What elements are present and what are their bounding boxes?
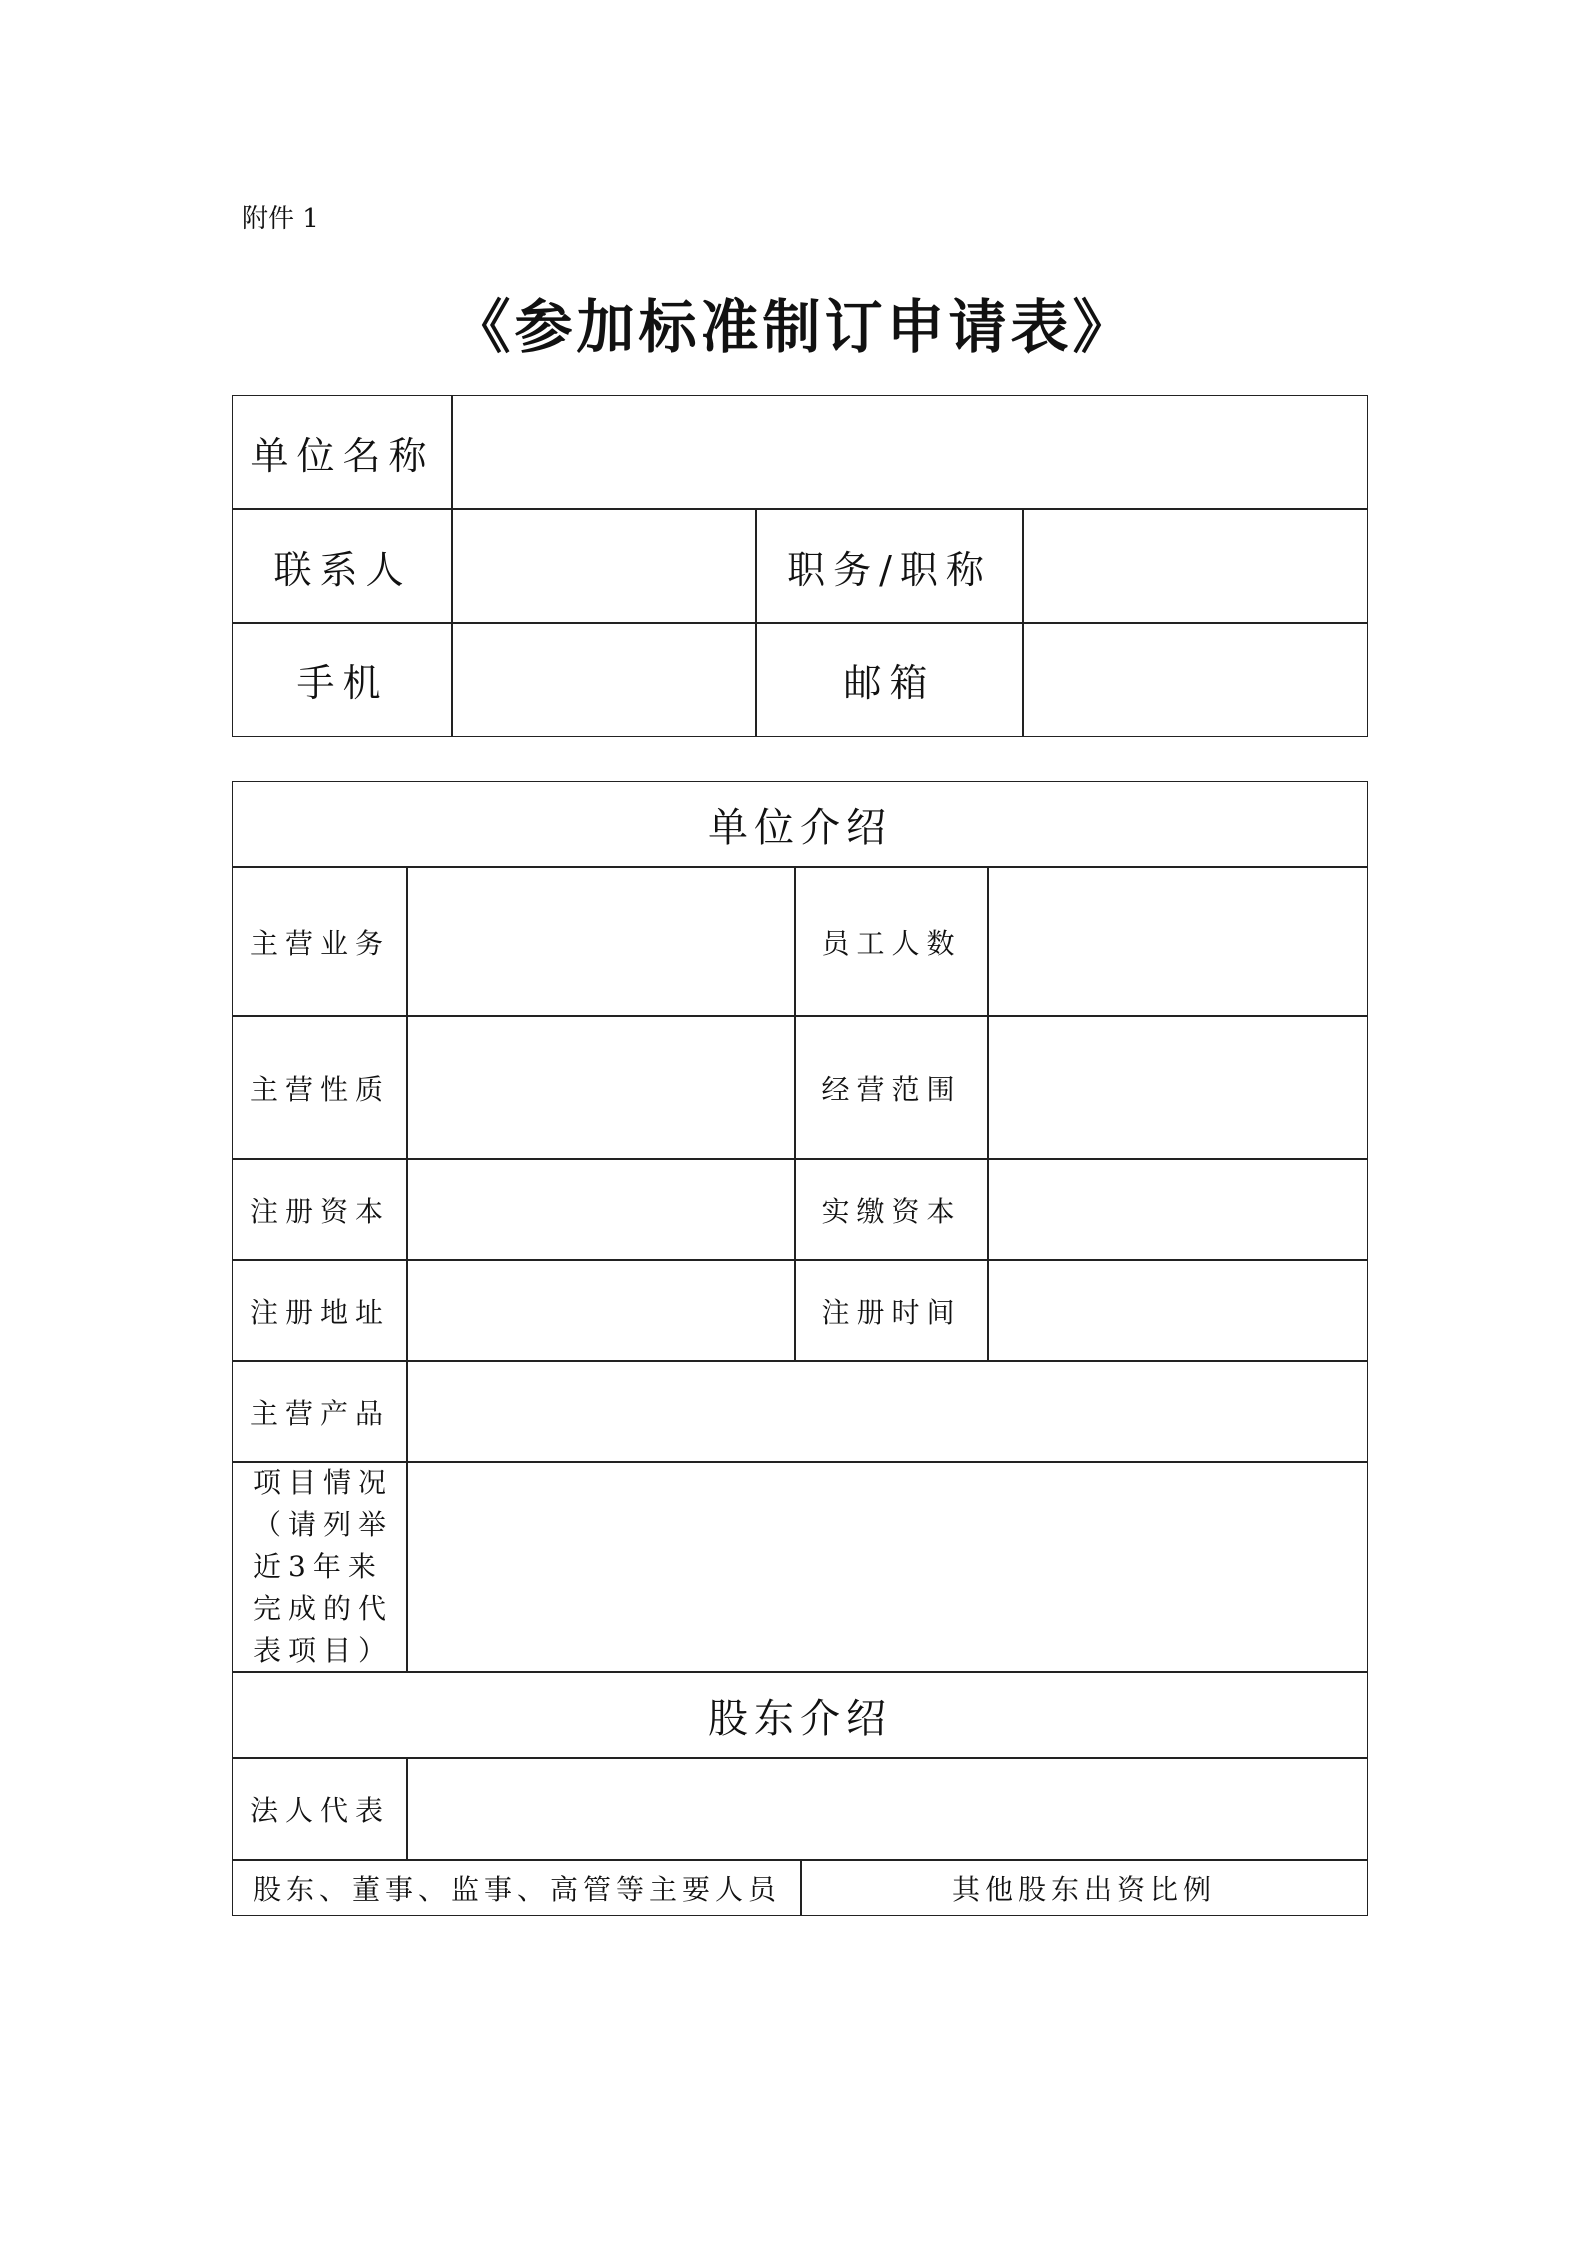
- projects-label: 项目情况（请列举近3年来完成的代表项目）: [232, 1461, 408, 1673]
- unit-name-field[interactable]: [451, 395, 1368, 510]
- main-business-label: 主营业务: [232, 866, 408, 1017]
- products-label: 主营产品: [232, 1360, 408, 1463]
- unit-name-label: 单位名称: [232, 395, 453, 510]
- reg-capital-label: 注册资本: [232, 1158, 408, 1261]
- intro-header: 单位介绍: [232, 781, 1368, 868]
- attachment-label: 附件 1: [242, 204, 319, 234]
- legal-rep-field[interactable]: [406, 1757, 1368, 1861]
- scope-field[interactable]: [987, 1015, 1368, 1160]
- other-ratio-label: 其他股东出资比例: [800, 1859, 1368, 1916]
- employees-field[interactable]: [987, 866, 1368, 1017]
- contact-label: 联系人: [232, 508, 453, 624]
- contact-field[interactable]: [451, 508, 757, 624]
- products-field[interactable]: [406, 1360, 1368, 1463]
- projects-field[interactable]: [406, 1461, 1368, 1673]
- scope-label: 经营范围: [794, 1015, 989, 1160]
- nature-field[interactable]: [406, 1015, 796, 1160]
- main-business-field[interactable]: [406, 866, 796, 1017]
- reg-time-field[interactable]: [987, 1259, 1368, 1362]
- email-label: 邮箱: [755, 622, 1024, 737]
- shareholders-header: 股东介绍: [232, 1671, 1368, 1759]
- legal-rep-label: 法人代表: [232, 1757, 408, 1861]
- position-label: 职务/职称: [755, 508, 1024, 624]
- nature-label: 主营性质: [232, 1015, 408, 1160]
- key-people-label: 股东、董事、监事、高管等主要人员: [232, 1859, 802, 1916]
- reg-capital-field[interactable]: [406, 1158, 796, 1261]
- email-field[interactable]: [1022, 622, 1368, 737]
- paid-capital-label: 实缴资本: [794, 1158, 989, 1261]
- reg-address-field[interactable]: [406, 1259, 796, 1362]
- mobile-field[interactable]: [451, 622, 757, 737]
- employees-label: 员工人数: [794, 866, 989, 1017]
- reg-address-label: 注册地址: [232, 1259, 408, 1362]
- mobile-label: 手机: [232, 622, 453, 737]
- paid-capital-field[interactable]: [987, 1158, 1368, 1261]
- position-field[interactable]: [1022, 508, 1368, 624]
- reg-time-label: 注册时间: [794, 1259, 989, 1362]
- page-title: 《参加标准制订申请表》: [452, 293, 1135, 361]
